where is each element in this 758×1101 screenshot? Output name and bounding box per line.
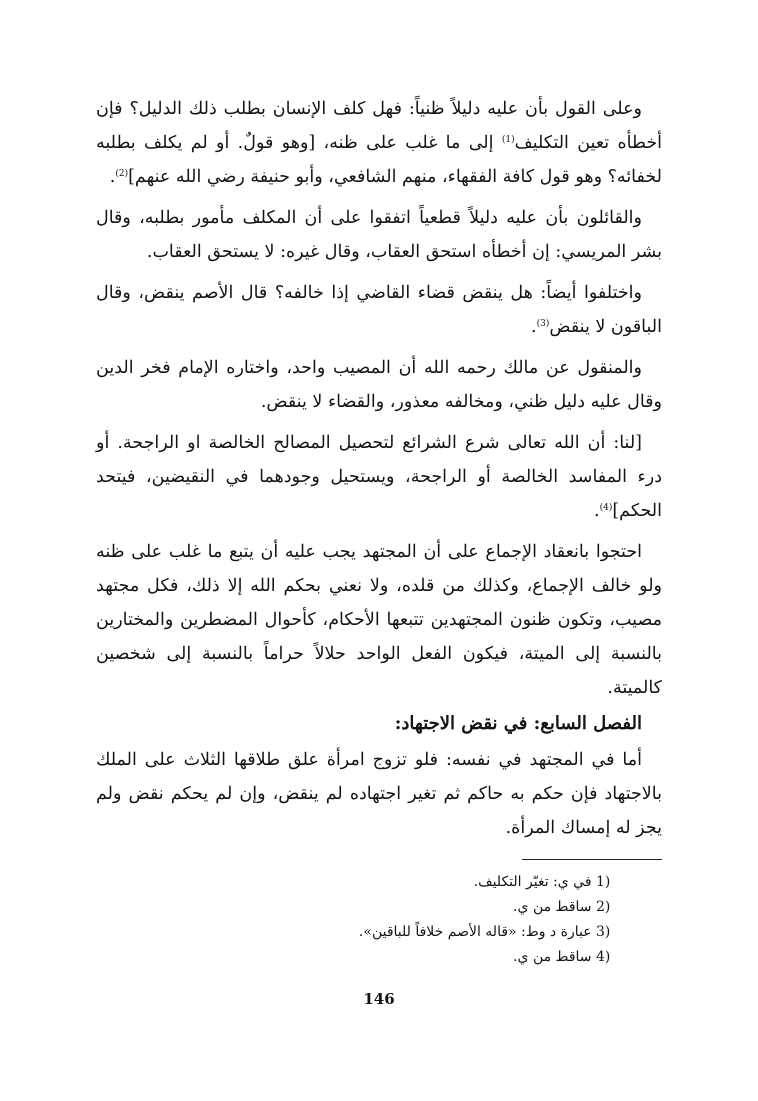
paragraph-5-text: [لنا: أن الله تعالى شرع الشرائع لتحصيل المصالح الخالصة او الراجحة. أو درء المفاسد الخالصة أو الراجحة، ويستحيل وجودهما في النقيضين، فيتحد الحكم] <box>96 433 662 521</box>
paragraph-5-text-end: . <box>594 501 600 521</box>
paragraph-2 <box>96 201 662 269</box>
footnote-1-text: في ي: تغيّر التكليف. <box>473 874 592 890</box>
footnote-2-text: ساقط من ي. <box>513 899 592 915</box>
footnote-marker-4: (4) <box>599 503 613 513</box>
paragraph-1-text-end: . <box>109 167 116 187</box>
paragraph-3-text-end: . <box>531 317 537 337</box>
footnote-3-number: 3) <box>596 924 611 940</box>
paragraph-1-text-a: وعلى القول بأن عليه دليلاً ظنياً: فهل كلف الإنسان بطلب ذلك الدليل؟ فإن أخطأه تعين التكليف <box>96 99 663 153</box>
footnote-marker-3: (3) <box>536 319 550 329</box>
paragraph-7 <box>96 743 662 845</box>
paragraph-2-text: والقائلون بأن عليه دليلاً قطعياً اتفقوا على أن المكلف مأمور بطلبه، وقال بشر المريسي: إن أخطأه استحق العقاب، وقال غيره: لا يستحق العقاب. <box>96 208 662 262</box>
paragraph-3 <box>96 276 662 344</box>
paragraph-3-text: واختلفوا أيضاً: هل ينقض قضاء القاضي إذا خالفه؟ قال الأصم ينقض، وقال الباقون لا ينقض <box>96 283 662 337</box>
section-heading-title: في نقض الاجتهاد: <box>394 713 528 734</box>
footnote-4 <box>96 945 614 970</box>
footnote-marker-2: (2) <box>115 169 129 179</box>
footnote-divider <box>522 859 662 860</box>
footnote-1 <box>96 870 614 895</box>
section-heading-label: الفصل السابع: <box>533 713 642 734</box>
footnote-1-number: 1) <box>596 874 611 890</box>
footnote-marker-1: (1) <box>501 135 515 145</box>
paragraph-5 <box>96 426 662 528</box>
footnote-3-text: عبارة د وط: «قاله الأصم خلافاً للباقين». <box>358 924 592 940</box>
paragraph-4 <box>96 351 662 419</box>
paragraph-4-text: والمنقول عن مالك رحمه الله أن المصيب واحد، واختاره الإمام فخر الدين وقال عليه دليل ظني، ومخالفه معذور، والقضاء لا ينقض. <box>96 358 662 412</box>
footnote-2 <box>96 895 614 920</box>
footnote-4-number: 4) <box>596 949 611 965</box>
footnotes <box>96 870 662 970</box>
paragraph-6-text: احتجوا بانعقاد الإجماع على أن المجتهد يجب عليه أن يتبع ما غلب على ظنه ولو خالف الإجماع، وكذلك من قلده، ولا نعني بحكم الله إلا ذلك، فكل مجتهد مصيب، وتكون ظنون المجتهدين تتبعها الأحكام، كأحوال المضطرين والمختارين بالنسبة إلى الميتة، فيكون الفعل الواحد حلالاً حراماً بالنسبة إلى شخصين كالميتة. <box>96 542 662 698</box>
page-number: 146 <box>363 990 395 1008</box>
footnote-3 <box>96 920 614 945</box>
paragraph-7-text: أما في المجتهد في نفسه: فلو تزوج امرأة علق طلاقها الثلاث على الملك بالاجتهاد فإن حكم به حاكم ثم تغير اجتهاده لم ينقض، وإن لم يحكم نقض ولم يجز له إمساك المرأة. <box>96 750 662 838</box>
section-heading <box>96 709 662 739</box>
paragraph-1 <box>96 92 662 194</box>
paragraph-1-text-b: إلى ما غلب على ظنه، [وهو قولٌ. أو لم يكلف بطلبه لخفائه؟ وهو قول كافة الفقهاء، منهم الشافعي، وأبو حنيفة رضي الله عنهم] <box>96 133 662 187</box>
paragraph-6 <box>96 535 662 705</box>
footnote-4-text: ساقط من ي. <box>513 949 592 965</box>
footnote-2-number: 2) <box>596 899 611 915</box>
page-body <box>96 92 662 970</box>
